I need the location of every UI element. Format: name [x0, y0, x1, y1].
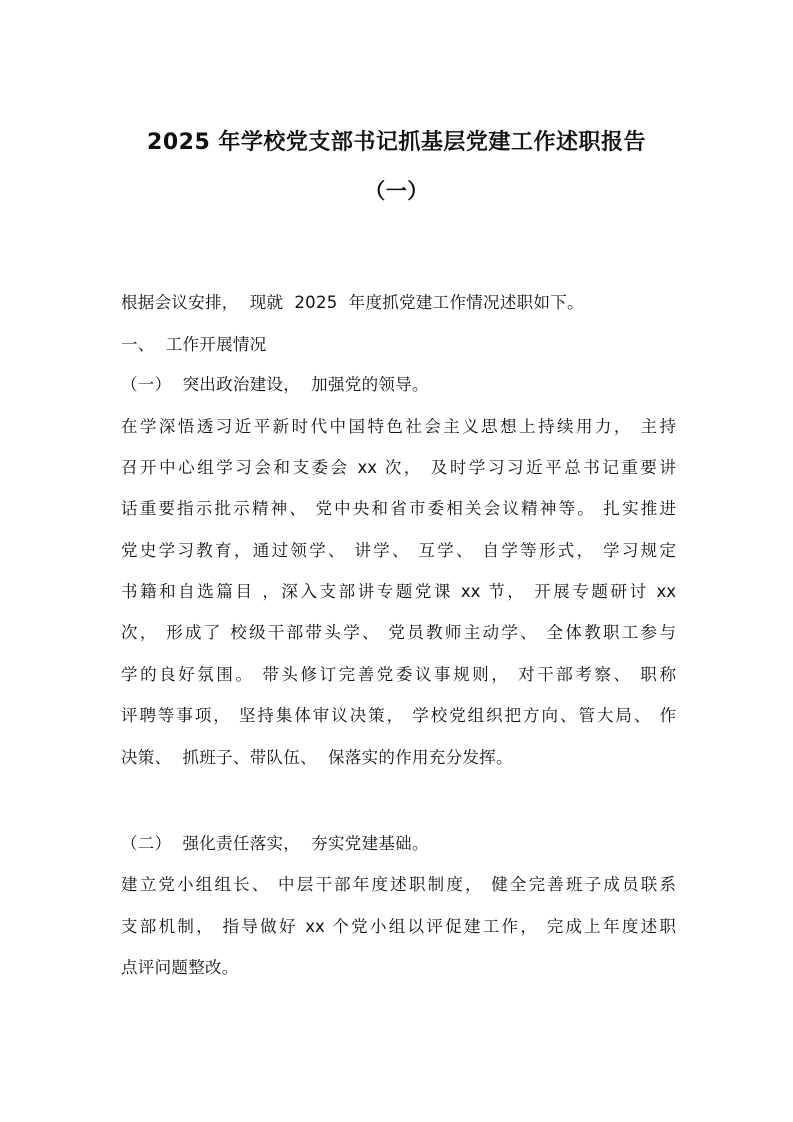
intro-paragraph: 根据会议安排， 现就 2025 年度抓党建工作情况述职如下。 — [121, 293, 584, 312]
paragraph-1-line: 召开中心组学习会和支委会 xx 次， 及时学习习近平总书记重要讲 — [121, 458, 676, 477]
paragraph-1-line: 决策、 抓班子、带队伍、 保落实的作用充分发挥。 — [121, 748, 513, 767]
paragraph-1-line: 党史学习教育，通过领学、 讲学、 互学、 自学等形式， 学习规定 — [121, 541, 676, 560]
paragraph-1-line: 话重要指示批示精神、 党中央和省市委相关会议精神等。 扎实推进 — [121, 499, 676, 518]
paragraph-1-line: 在学深悟透习近平新时代中国特色社会主义思想上持续用力， 主持 — [121, 417, 676, 436]
paragraph-1-line: 次， 形成了 校级干部带头学、 党员教师主动学、 全体教职工参与 — [121, 623, 676, 642]
paragraph-1-line: 学的良好氛围。 带头修订完善党委议事规则， 对干部考察、 职称 — [121, 665, 676, 684]
paragraph-2-line: 支部机制， 指导做好 xx 个党小组以评促建工作， 完成上年度述职 — [121, 917, 676, 936]
report-title: 2025 年学校党支部书记抓基层党建工作述职报告 — [147, 130, 646, 155]
report-title-subtitle: （一） — [364, 179, 429, 203]
subsection-heading-2: （二） 强化责任落实， 夯实党建基础。 — [121, 834, 429, 853]
paragraph-2-line: 点评问题整改。 — [121, 958, 239, 977]
section-heading-1: 一、 工作开展情况 — [121, 335, 267, 354]
paragraph-1-line: 书籍和自选篇目 ，深入支部讲专题党课 xx 节， 开展专题研讨 xx — [121, 582, 676, 601]
paragraph-1-line: 评聘等事项， 坚持集体审议决策， 学校党组织把方向、管大局、 作 — [121, 706, 676, 725]
subsection-heading-1: （一） 突出政治建设， 加强党的领导。 — [121, 375, 429, 394]
paragraph-2-line: 建立党小组组长、 中层干部年度述职制度， 健全完善班子成员联系 — [121, 875, 676, 894]
